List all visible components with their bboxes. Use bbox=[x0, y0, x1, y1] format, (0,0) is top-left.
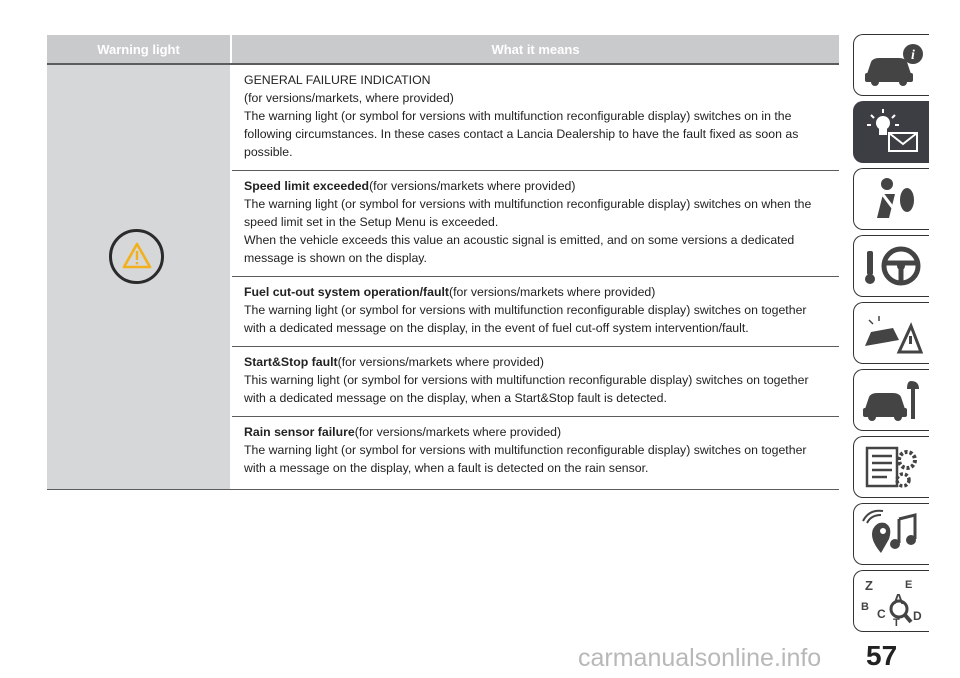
entry-qualifier: GENERAL FAILURE INDICATION bbox=[244, 73, 431, 87]
servicing-maintenance-icon[interactable] bbox=[853, 369, 929, 431]
header-warning-light: Warning light bbox=[97, 41, 180, 57]
svg-text:D: D bbox=[912, 609, 922, 623]
page-number: 57 bbox=[866, 640, 898, 671]
header-what-it-means: What it means bbox=[230, 35, 839, 63]
table-header bbox=[47, 35, 839, 65]
entry-body: The warning light (or symbol for versions with multifunction reconfigurable display) switches on when the speed limit set in the Setup Menu is exceeded. bbox=[244, 197, 812, 229]
meaning-column bbox=[232, 65, 839, 489]
multimedia-icon[interactable] bbox=[853, 503, 929, 565]
entry-body: This warning light (or symbol for versions with multifunction reconfigurable display) switches on together with a dedicated message on the display, when a Start&Stop fault is detected. bbox=[244, 373, 809, 405]
watermark: carmanualsonline.info bbox=[578, 644, 822, 672]
entry-fuel-cutout bbox=[232, 277, 839, 347]
entry-body: The warning light (or symbol for versions with multifunction reconfigurable display) switches on together with a message on the display, when a fault is detected on the rain sensor. bbox=[244, 443, 807, 475]
car-info-icon[interactable] bbox=[853, 34, 929, 96]
entry-body: The warning light (or symbol for versions with multifunction reconfigurable display) switches on together with a dedicated message on the display, in the event of fuel cut-off system intervention/fault. bbox=[244, 303, 807, 335]
warning-light-cell bbox=[47, 65, 230, 489]
warning-lights-messages-icon[interactable] bbox=[853, 101, 929, 163]
svg-text:A: A bbox=[892, 591, 904, 608]
svg-text:i: i bbox=[910, 48, 915, 63]
starting-driving-icon[interactable] bbox=[853, 235, 929, 297]
entry-title: Rain sensor failure bbox=[244, 425, 355, 439]
svg-text:E: E bbox=[904, 579, 912, 591]
entry-speed-limit bbox=[232, 171, 839, 277]
entry-rain-sensor bbox=[232, 417, 839, 489]
entry-start-stop bbox=[232, 347, 839, 417]
svg-text:Z: Z bbox=[864, 578, 873, 593]
technical-data-icon[interactable] bbox=[853, 436, 929, 498]
entry-qualifier: (for versions/markets where provided) bbox=[337, 355, 544, 369]
emergency-icon[interactable] bbox=[853, 302, 929, 364]
entry-body-2: When the vehicle exceeds this value an acoustic signal is emitted, and on some versions a dedicated message is shown on the display. bbox=[244, 233, 795, 265]
safety-airbag-icon[interactable] bbox=[853, 168, 929, 230]
entry-general-failure bbox=[232, 65, 839, 171]
svg-text:T: T bbox=[892, 617, 900, 626]
entry-qualifier: (for versions/markets where provided) bbox=[448, 285, 656, 299]
svg-text:B: B bbox=[860, 601, 869, 613]
index-icon[interactable] bbox=[853, 570, 929, 632]
table-body bbox=[47, 65, 839, 490]
entry-title: Start&Stop fault bbox=[244, 355, 338, 369]
entry-body: The warning light (or symbol for versions with multifunction reconfigurable display) switches on in the following circumstances. In these cases contact a Lancia Dealership to have the fault fixed as soon as possible. bbox=[244, 109, 799, 159]
entry-qualifier-2: (for versions/markets, where provided) bbox=[244, 91, 454, 105]
warning-light-table bbox=[47, 35, 839, 490]
entry-title: Speed limit exceeded bbox=[244, 179, 370, 193]
entry-title: Fuel cut-out system operation/fault bbox=[244, 285, 449, 299]
warning-triangle-icon bbox=[109, 229, 164, 284]
entry-qualifier: (for versions/markets where provided) bbox=[354, 425, 562, 439]
svg-text:C: C bbox=[876, 607, 886, 621]
entry-qualifier: (for versions/markets where provided) bbox=[369, 179, 576, 193]
